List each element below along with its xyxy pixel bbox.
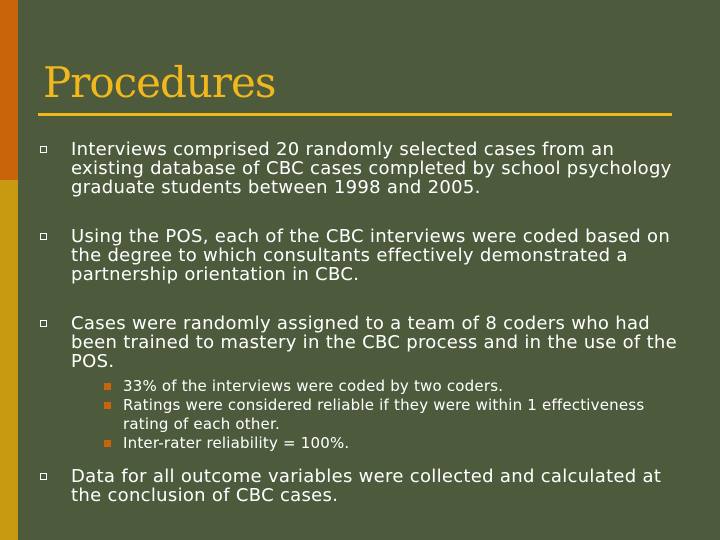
- bullet-item: [40, 467, 690, 505]
- hollow-square-icon: [40, 146, 47, 153]
- accent-bar-top: [0, 0, 18, 180]
- bullet-text: Interviews comprised 20 randomly selected cases from an existing database of CBC cases completed by school psychology graduate students between 1998 and 2005.: [71, 139, 672, 198]
- bullet-text: Data for all outcome variables were collected and calculated at the conclusion of CBC cases.: [71, 466, 662, 506]
- accent-bar-bottom: [0, 180, 18, 540]
- filled-square-icon: [104, 440, 111, 447]
- bullet-text: Cases were randomly assigned to a team of 8 coders who had been trained to mastery in the CBC process and in the use of the POS.: [71, 313, 678, 372]
- filled-square-icon: [104, 383, 111, 390]
- bullet-list: [40, 140, 690, 505]
- bullet-item: [40, 227, 690, 284]
- bullet-item: [40, 140, 690, 197]
- filled-square-icon: [104, 402, 111, 409]
- sub-bullet-list: [71, 377, 690, 453]
- sub-bullet-text: 33% of the interviews were coded by two coders.: [123, 377, 504, 395]
- title-underline: [38, 113, 672, 116]
- hollow-square-icon: [40, 233, 47, 240]
- sub-bullet-text: Inter-rater reliability = 100%.: [123, 434, 350, 452]
- sub-bullet-item: [103, 396, 690, 434]
- sub-bullet-text: Ratings were considered reliable if they were within 1 effectiveness rating of each other.: [123, 396, 645, 433]
- hollow-square-icon: [40, 320, 47, 327]
- hollow-square-icon: [40, 473, 47, 480]
- sub-bullet-item: [103, 434, 690, 453]
- bullet-text: Using the POS, each of the CBC interviews were coded based on the degree to which consultants effectively demonstrated a partnership orientation in CBC.: [71, 226, 671, 285]
- bullet-item: [40, 314, 690, 453]
- slide-title: Procedures: [43, 58, 276, 107]
- sub-bullet-item: [103, 377, 690, 396]
